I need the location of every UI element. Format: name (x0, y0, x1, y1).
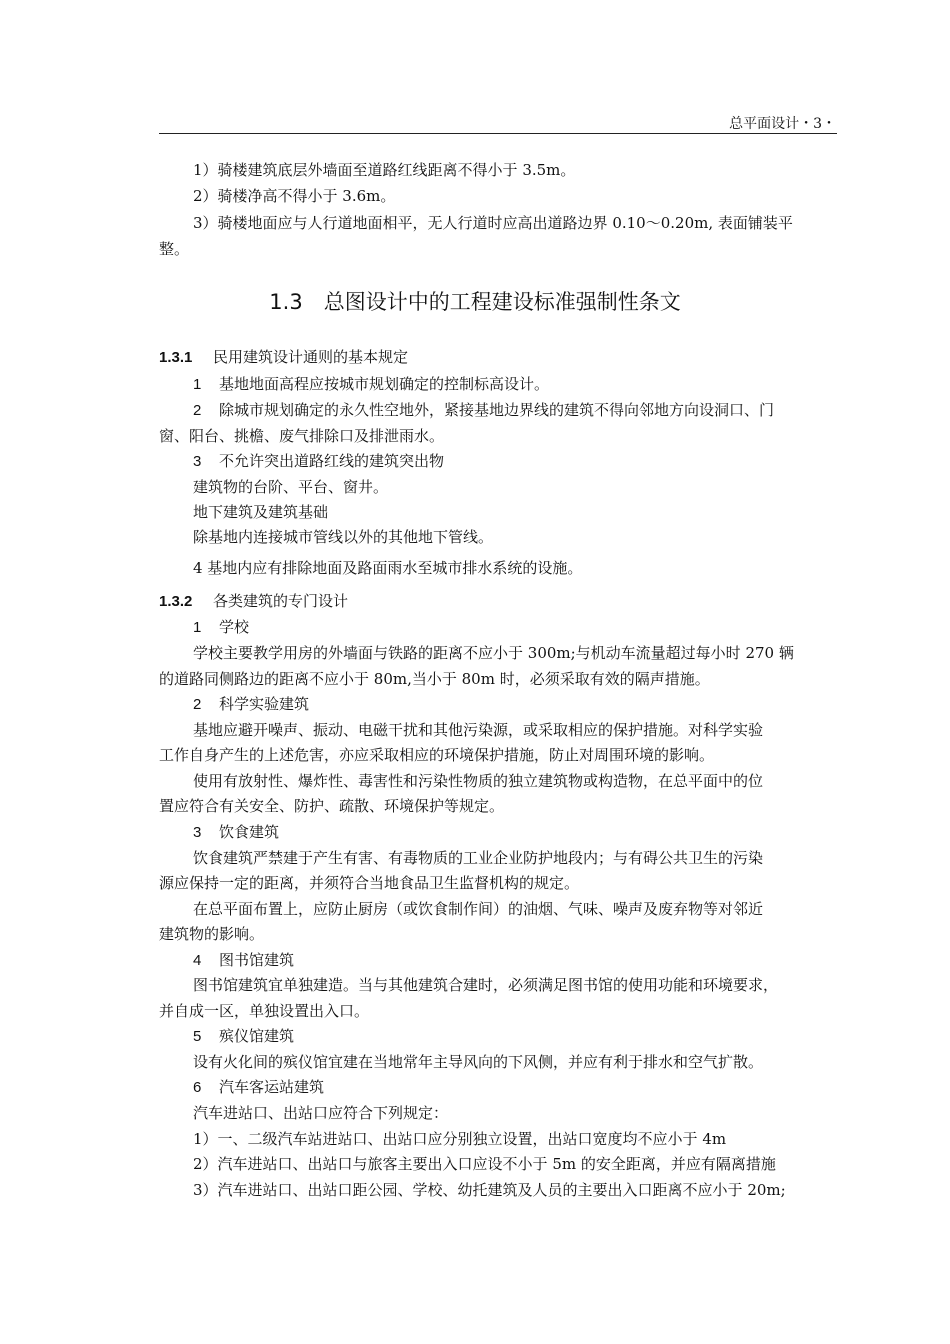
item-line: 除基地内连接城市管线以外的其他地下管线。 (193, 528, 494, 546)
item-line (193, 400, 774, 421)
item-line (193, 694, 309, 715)
item-line (193, 950, 294, 971)
item-text: 殡仪馆建筑 (219, 1027, 295, 1045)
item-number: 2 (193, 696, 202, 713)
subsection-title: 各类建筑的专门设计 (213, 592, 349, 610)
item-line: 置应符合有关安全、防护、疏散、环境保护等规定。 (159, 797, 505, 815)
item-line: 窗、阳台、挑檐、废气排除口及排泄雨水。 (159, 427, 445, 445)
item-number: 1 (193, 376, 202, 393)
item-line (193, 822, 279, 843)
item-number: 5 (193, 1028, 202, 1045)
item-number: 3 (193, 824, 202, 841)
item-line: 设有火化间的殡仪馆宜建在当地常年主导风向的下风侧，并应有利于排水和空气扩散。 (193, 1053, 764, 1071)
subsection-number: 1.3.2 (159, 593, 193, 610)
item-line: 2）汽车进站口、出站口与旅客主要出入口应设不小于 5m 的安全距离，并应有隔离措施 (193, 1155, 776, 1173)
item-line: 基地应避开噪声、振动、电磁干扰和其他污染源，或采取相应的保护措施。对科学实验 (193, 721, 764, 739)
item-line: 4 基地内应有排除地面及路面雨水至城市排水系统的设施。 (193, 559, 583, 577)
item-number: 1 (193, 619, 202, 636)
intro-line-2: 2）骑楼净高不得小于 3.6m。 (193, 187, 396, 205)
item-line: 饮食建筑严禁建于产生有害、有毒物质的工业企业防护地段内；与有碍公共卫生的污染 (193, 849, 764, 867)
item-line: 的道路同侧路边的距离不应小于 80m,当小于 80m 时，必须采取有效的隔声措施。 (159, 670, 710, 688)
item-line (193, 451, 444, 472)
item-number: 4 (193, 952, 202, 969)
item-number: 6 (193, 1079, 202, 1096)
item-line: 使用有放射性、爆炸性、毒害性和污染性物质的独立建筑物或构造物，在总平面中的位 (193, 772, 764, 790)
item-line (193, 617, 249, 638)
subsection-title: 民用建筑设计通则的基本规定 (213, 348, 409, 366)
item-text: 汽车客运站建筑 (219, 1078, 325, 1096)
item-text: 饮食建筑 (219, 823, 280, 841)
item-number: 2 (193, 402, 202, 419)
item-line: 图书馆建筑宜单独建造。当与其他建筑合建时，必须满足图书馆的使用功能和环境要求， (193, 976, 779, 994)
item-text: 除城市规划确定的永久性空地外，紧接基地边界线的建筑不得向邻地方向设洞口、门 (219, 401, 775, 419)
item-number: 3 (193, 453, 202, 470)
running-header: 总平面设计・3・ (729, 116, 836, 132)
intro-line-1: 1）骑楼建筑底层外墙面至道路红线距离不得小于 3.5m。 (193, 161, 576, 179)
subsection-heading-1-3-1 (159, 347, 408, 368)
item-line: 地下建筑及建筑基础 (193, 503, 329, 521)
item-line (193, 1026, 294, 1047)
item-line: 1）一、二级汽车站进站口、出站口应分别独立设置，出站口宽度均不应小于 4m (193, 1130, 727, 1148)
intro-line-4: 整。 (159, 240, 190, 258)
section-title: 1.3 总图设计中的工程建设标准强制性条文 (269, 290, 681, 314)
item-line: 在总平面布置上，应防止厨房（或饮食制作间）的油烟、气味、噪声及废弃物等对邻近 (193, 900, 764, 918)
item-line: 源应保持一定的距离，并须符合当地食品卫生监督机构的规定。 (159, 874, 580, 892)
item-line (193, 374, 549, 395)
subsection-heading-1-3-2 (159, 591, 348, 612)
header-rule (159, 133, 837, 134)
item-line: 建筑物的影响。 (159, 925, 265, 943)
item-text: 科学实验建筑 (219, 695, 310, 713)
item-text: 图书馆建筑 (219, 951, 295, 969)
item-line: 汽车进站口、出站口应符合下列规定： (193, 1104, 449, 1122)
intro-line-3: 3）骑楼地面应与人行道地面相平，无人行道时应高出道路边界 0.10～0.20m, 表面铺装平 (193, 214, 793, 232)
subsection-number: 1.3.1 (159, 349, 193, 366)
item-line: 3）汽车进站口、出站口距公园、学校、幼托建筑及人员的主要出入口距离不应小于 20m; (193, 1181, 786, 1199)
item-line: 并自成一区，单独设置出入口。 (159, 1002, 370, 1020)
item-text: 基地地面高程应按城市规划确定的控制标高设计。 (219, 375, 550, 393)
item-text: 不允许突出道路红线的建筑突出物 (219, 452, 445, 470)
item-line (193, 1077, 324, 1098)
item-line: 工作自身产生的上述危害，亦应采取相应的环境保护措施，防止对周围环境的影响。 (159, 746, 715, 764)
item-line: 学校主要教学用房的外墙面与铁路的距离不应小于 300m;与机动车流量超过每小时 270 辆 (193, 644, 794, 662)
item-text: 学校 (219, 618, 250, 636)
item-line: 建筑物的台阶、平台、窗井。 (193, 478, 389, 496)
